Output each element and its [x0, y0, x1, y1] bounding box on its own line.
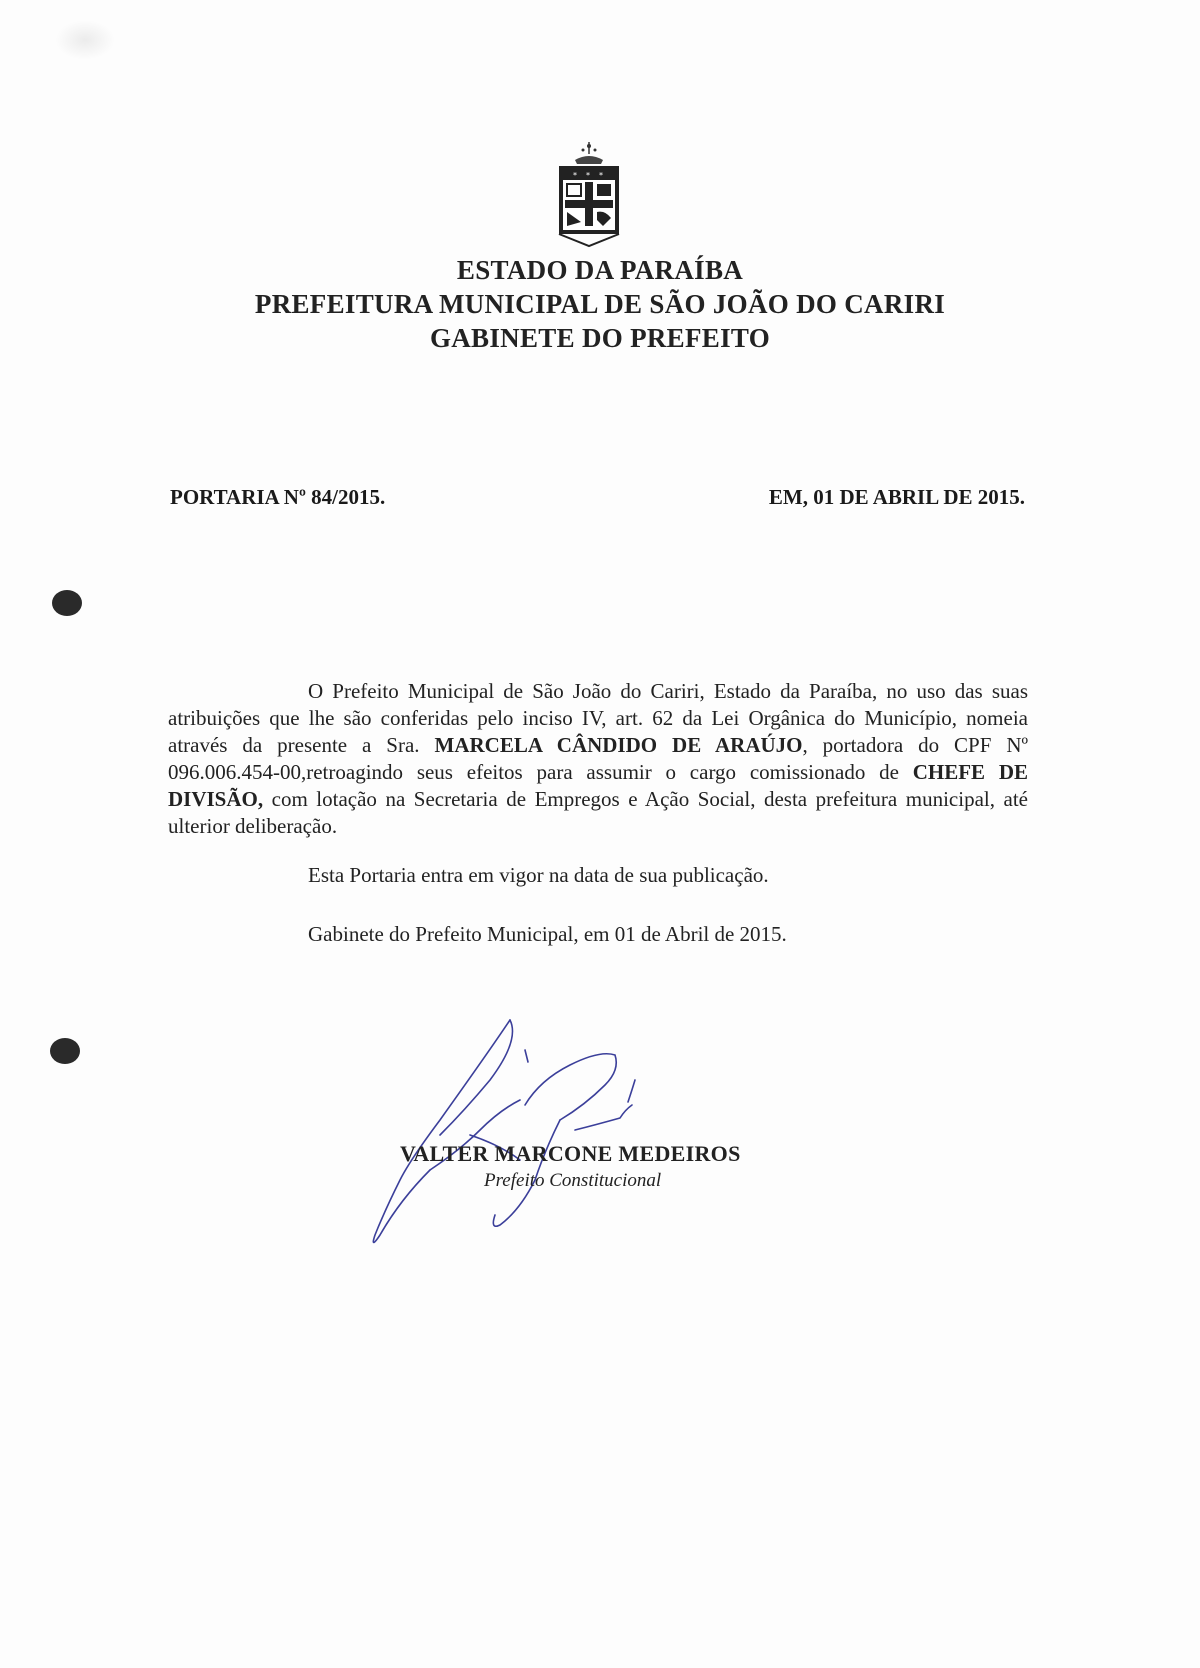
effective-clause: Esta Portaria entra em vigor na data de sua publicação.: [308, 863, 769, 887]
appointee-name: MARCELA CÂNDIDO DE ARAÚJO: [434, 733, 803, 757]
closing-line: Gabinete do Prefeito Municipal, em 01 de Abril de 2015.: [308, 922, 787, 946]
paragraph-text-c: com lotação na Secretaria de Empregos e Ação Social, desta prefeitura municipal, até ulterior deliberação.: [168, 787, 1028, 838]
portaria-number: PORTARIA Nº 84/2015.: [170, 485, 386, 509]
svg-text:*: *: [599, 171, 603, 180]
portaria-date: EM, 01 DE ABRIL DE 2015.: [768, 485, 1025, 509]
signer-name: VALTER MARCONE MEDEIROS: [400, 1141, 741, 1166]
paragraph-text-a: O Prefeito Municipal de São João do Cariri, Estado da Paraíba, no uso das suas atribuições que lhe são conferidas pelo inciso IV, art. 62 da Lei Orgânica do Município, nomeia através da presente a Sra.: [168, 679, 1028, 757]
handwritten-signature: [370, 1010, 710, 1250]
office-name: GABINETE DO PREFEITO: [429, 323, 771, 353]
municipality-name: PREFEITURA MUNICIPAL DE SÃO JOÃO DO CARIRI: [254, 289, 946, 319]
svg-text:*: *: [573, 171, 577, 180]
paragraph-text-b: , portadora do CPF Nº 096.006.454-00,retroagindo seus efeitos para assumir o cargo comissionado de: [168, 733, 1028, 784]
appointed-role: CHEFE DE DIVISÃO,: [168, 760, 1028, 811]
punch-hole: [50, 1038, 80, 1064]
svg-text:*: *: [586, 171, 590, 180]
signer-title: Prefeito Constitucional: [484, 1170, 662, 1191]
letterhead: [0, 253, 1200, 355]
punch-hole: [52, 590, 82, 616]
coat-of-arms-icon: [553, 140, 625, 250]
main-paragraph: [168, 678, 1028, 840]
state-name: ESTADO DA PARAÍBA: [456, 255, 744, 285]
scan-smudge: [55, 20, 115, 60]
